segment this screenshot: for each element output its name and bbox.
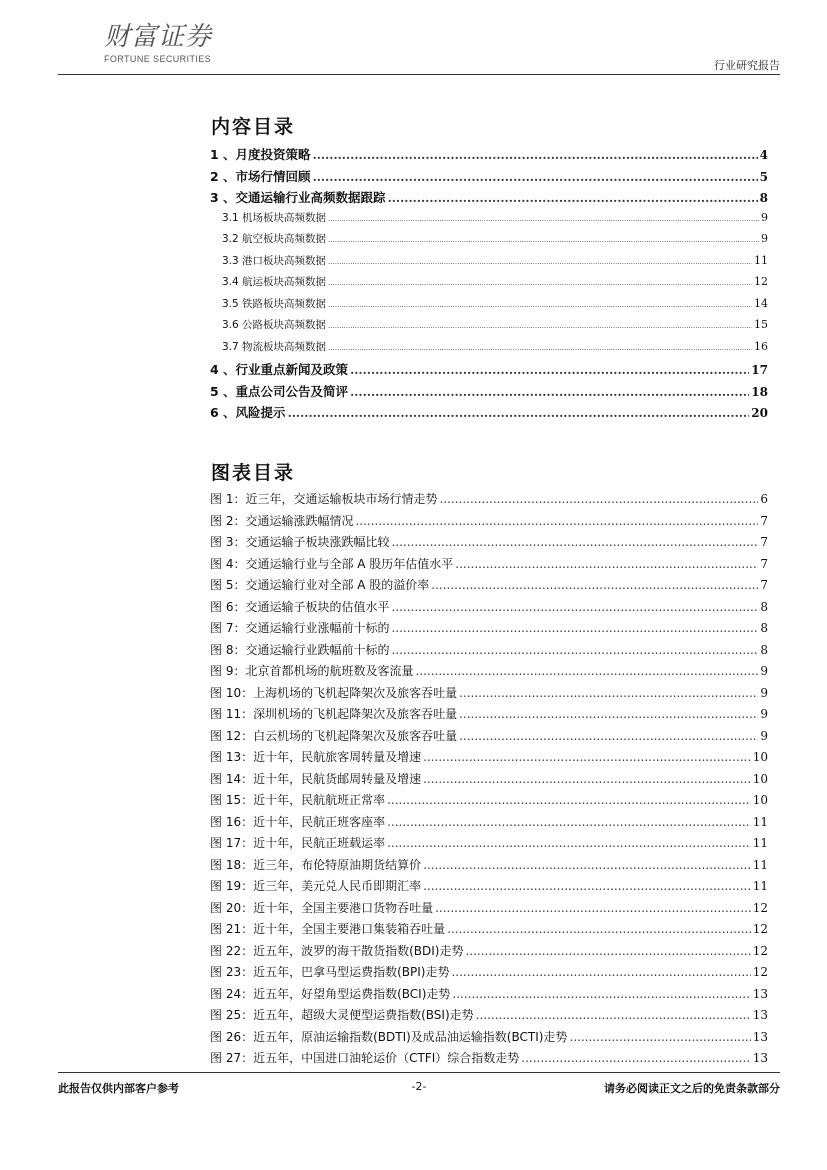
figure-entry-page: 13 xyxy=(752,1008,768,1022)
toc-entry[interactable] xyxy=(210,403,768,425)
dot-leader xyxy=(435,901,751,915)
figure-entry-page: 10 xyxy=(752,771,768,786)
figure-entry-label: 图 17：近十年，民航正班载运率 xyxy=(210,836,386,850)
figure-entry-label: 图 16：近十年，民航正班客座率 xyxy=(210,814,386,829)
dot-leader xyxy=(459,729,758,743)
dot-leader xyxy=(455,557,758,571)
toc-entry[interactable] xyxy=(210,296,768,318)
figure-entry-label: 图 3：交通运输子板块涨跌幅比较 xyxy=(210,535,390,549)
figure-entry-label: 图 12：白云机场的飞机起降架次及旅客吞吐量 xyxy=(210,728,458,743)
figure-entry[interactable] xyxy=(210,963,768,985)
figure-entry-label: 图 14：近十年，民航货邮周转量及增速 xyxy=(210,771,422,786)
toc-entry[interactable] xyxy=(210,382,768,404)
figure-entry[interactable] xyxy=(210,619,768,641)
figure-entry-page: 11 xyxy=(752,814,768,829)
toc-entry-page: 9 xyxy=(761,232,768,245)
toc-entry[interactable] xyxy=(210,167,768,189)
dot-leader xyxy=(328,322,752,330)
toc-entry[interactable] xyxy=(210,231,768,253)
figure-entry[interactable] xyxy=(210,1028,768,1050)
figure-entry[interactable] xyxy=(210,662,768,684)
figure-entry-page: 13 xyxy=(752,986,768,1001)
figure-entry[interactable] xyxy=(210,770,768,792)
dot-leader xyxy=(328,215,759,223)
logo-english-name: FORTUNE SECURITIES xyxy=(104,54,212,64)
figure-entry-label: 图 25：近五年，超级大灵便型运费指数(BSI)走势 xyxy=(210,1008,474,1022)
figure-entry-page: 7 xyxy=(760,535,768,549)
dot-leader xyxy=(350,385,749,399)
figure-entry-label: 图 9：北京首都机场的航班数及客流量 xyxy=(210,664,414,678)
dot-leader xyxy=(387,836,751,850)
toc-entry[interactable] xyxy=(210,188,768,210)
figure-entry-page: 11 xyxy=(752,836,768,850)
dot-leader xyxy=(391,600,758,614)
figure-entry-label: 图 21：近十年，全国主要港口集装箱吞吐量 xyxy=(210,922,446,936)
dot-leader xyxy=(452,987,750,1001)
toc-entry-label: 3.3 港口板块高频数据 xyxy=(222,254,327,267)
dot-leader xyxy=(423,772,751,786)
toc-entry-page: 5 xyxy=(759,169,768,184)
figures-title: 图表目录 xyxy=(211,462,296,484)
toc-entry-label: 3.6 公路板块高频数据 xyxy=(222,319,327,331)
figure-entry-page: 9 xyxy=(760,728,768,743)
figure-entry-page: 9 xyxy=(760,685,768,700)
toc-entry-page: 15 xyxy=(754,318,768,331)
toc-entry[interactable] xyxy=(210,253,768,275)
figure-entry-page: 9 xyxy=(760,707,768,721)
dot-leader xyxy=(569,1030,750,1044)
figure-entry-label: 图 4：交通运输行业与全部 A 股历年估值水平 xyxy=(210,556,454,571)
figure-entry[interactable] xyxy=(210,533,768,555)
figure-entry[interactable] xyxy=(210,576,768,598)
figure-entry-label: 图 10：上海机场的飞机起降架次及旅客吞吐量 xyxy=(210,685,458,700)
figure-entry-label: 图 2：交通运输涨跌幅情况 xyxy=(210,513,354,528)
figure-entry-label: 图 1：近三年，交通运输板块市场行情走势 xyxy=(210,492,438,506)
figure-entry-label: 图 7：交通运输行业涨幅前十标的 xyxy=(210,621,390,635)
dot-leader xyxy=(451,965,750,979)
figure-entry-page: 11 xyxy=(752,879,768,893)
toc-entry-page: 11 xyxy=(754,253,768,267)
figure-entry-label: 图 6：交通运输子板块的估值水平 xyxy=(210,599,390,614)
figure-entry[interactable] xyxy=(210,813,768,835)
figure-entry[interactable] xyxy=(210,920,768,942)
toc-entry-label: 2 、市场行情回顾 xyxy=(210,168,311,184)
toc-entry-label: 3.2 航空板块高频数据 xyxy=(222,233,327,245)
toc-entry-label: 6 、风险提示 xyxy=(210,405,286,420)
figure-entry[interactable] xyxy=(210,942,768,964)
figure-entry-page: 7 xyxy=(760,578,768,592)
dot-leader xyxy=(387,793,751,807)
dot-leader xyxy=(423,879,751,893)
header-divider xyxy=(58,74,780,75)
figure-entry[interactable] xyxy=(210,834,768,856)
dot-leader xyxy=(459,707,758,721)
figure-entry-page: 12 xyxy=(752,965,768,979)
toc-entry-page: 20 xyxy=(751,406,768,420)
toc-entry[interactable] xyxy=(210,145,768,167)
figure-entry-page: 9 xyxy=(760,664,768,678)
dot-leader xyxy=(439,492,758,506)
dot-leader xyxy=(328,279,752,287)
page-footer xyxy=(58,1080,780,1096)
figure-entry[interactable] xyxy=(210,856,768,878)
dot-leader xyxy=(313,148,758,162)
toc-entry-label: 3 、交通运输行业高频数据跟踪 xyxy=(210,190,386,205)
figure-entry-label: 图 11：深圳机场的飞机起降架次及旅客吞吐量 xyxy=(210,707,458,721)
toc-entry-label: 3.4 航运板块高频数据 xyxy=(222,276,327,288)
figure-entry[interactable] xyxy=(210,877,768,899)
dot-leader xyxy=(328,344,752,352)
figure-entry[interactable] xyxy=(210,727,768,749)
figure-entry-page: 11 xyxy=(752,857,768,872)
dot-leader xyxy=(447,922,751,936)
toc-entry[interactable] xyxy=(210,339,768,361)
figure-entry-page: 7 xyxy=(760,513,768,528)
footer-disclaimer-left: 此报告仅供内部客户参考 xyxy=(58,1082,179,1095)
figure-entry-page: 10 xyxy=(752,793,768,807)
figure-entry-label: 图 20：近十年，全国主要港口货物吞吐量 xyxy=(210,900,434,915)
report-type-label: 行业研究报告 xyxy=(714,59,780,72)
toc-entry-label: 1 、月度投资策略 xyxy=(210,147,311,162)
toc-entry-label: 5 、重点公司公告及简评 xyxy=(210,383,349,399)
toc-entry[interactable] xyxy=(210,210,768,232)
dot-leader xyxy=(521,1051,750,1065)
toc-entry-label: 3.1 机场板块高频数据 xyxy=(222,211,327,224)
figure-entry[interactable] xyxy=(210,985,768,1007)
figure-entry-page: 8 xyxy=(760,642,768,657)
figure-entry-label: 图 26：近五年，原油运输指数(BDTI)及成品油运输指数(BCTI)走势 xyxy=(210,1029,568,1044)
footer-disclaimer-right: 请务必阅读正文之后的免责条款部分 xyxy=(604,1082,780,1095)
dot-leader xyxy=(476,1008,751,1022)
toc-entry[interactable] xyxy=(210,317,768,339)
page-number: -2- xyxy=(411,1080,427,1093)
dot-leader xyxy=(350,363,749,377)
figure-entry-page: 13 xyxy=(752,1029,768,1044)
figure-entry-label: 图 8：交通运输行业跌幅前十标的 xyxy=(210,642,390,657)
dot-leader xyxy=(423,858,751,872)
figure-entry[interactable] xyxy=(210,1006,768,1028)
dot-leader xyxy=(391,621,758,635)
figure-entry-label: 图 5：交通运输行业对全部 A 股的溢价率 xyxy=(210,578,430,592)
figure-entry-label: 图 18：近三年，布伦特原油期货结算价 xyxy=(210,857,422,872)
figure-entry[interactable] xyxy=(210,641,768,663)
dot-leader xyxy=(459,686,758,700)
figure-entry-label: 图 27：近五年，中国进口油轮运价（CTFI）综合指数走势 xyxy=(210,1051,520,1065)
figure-entry[interactable] xyxy=(210,1049,768,1071)
toc-entry-page: 18 xyxy=(751,384,768,399)
figure-entry-page: 10 xyxy=(752,750,768,764)
figure-entry[interactable] xyxy=(210,684,768,706)
figures-list xyxy=(210,490,768,1071)
figure-entry-label: 图 13：近十年，民航旅客周转量及增速 xyxy=(210,750,422,764)
toc-entry-page: 14 xyxy=(754,296,768,310)
figure-entry-page: 12 xyxy=(752,922,768,936)
dot-leader xyxy=(415,664,758,678)
dot-leader xyxy=(387,815,751,829)
figure-entry-page: 13 xyxy=(752,1051,768,1065)
toc-title: 内容目录 xyxy=(211,116,296,138)
toc-entry-page: 4 xyxy=(759,148,768,162)
toc-entry-label: 4 、行业重点新闻及政策 xyxy=(210,362,349,377)
toc-entry-label: 3.7 物流板块高频数据 xyxy=(222,340,327,353)
toc-list xyxy=(210,145,768,425)
dot-leader xyxy=(391,643,758,657)
figure-entry-page: 8 xyxy=(760,621,768,635)
logo-chinese-name: 财富证券 xyxy=(104,22,213,52)
dot-leader xyxy=(328,236,759,244)
dot-leader xyxy=(391,535,758,549)
toc-entry-page: 12 xyxy=(754,275,768,288)
figure-entry-page: 7 xyxy=(760,556,768,571)
dot-leader xyxy=(465,944,750,958)
toc-entry-page: 17 xyxy=(751,363,768,377)
toc-entry-page: 16 xyxy=(754,339,768,353)
figure-entry[interactable] xyxy=(210,598,768,620)
toc-entry-label: 3.5 铁路板块高频数据 xyxy=(222,297,327,310)
toc-entry[interactable] xyxy=(210,360,768,382)
figure-entry[interactable] xyxy=(210,791,768,813)
dot-leader xyxy=(423,750,751,764)
dot-leader xyxy=(388,191,758,205)
figure-entry-page: 12 xyxy=(752,900,768,915)
toc-entry-page: 9 xyxy=(761,210,768,224)
figure-entry-label: 图 24：近五年，好望角型运费指数(BCI)走势 xyxy=(210,986,451,1001)
dot-leader xyxy=(355,514,758,528)
figure-entry[interactable] xyxy=(210,555,768,577)
dot-leader xyxy=(313,170,758,184)
company-logo xyxy=(104,22,244,64)
figure-entry-page: 12 xyxy=(752,943,768,958)
figure-entry-page: 8 xyxy=(760,599,768,614)
figure-entry-label: 图 23：近五年，巴拿马型运费指数(BPI)走势 xyxy=(210,965,450,979)
dot-leader xyxy=(328,258,752,266)
figure-entry[interactable] xyxy=(210,748,768,770)
figure-entry[interactable] xyxy=(210,490,768,512)
figure-entry-page: 6 xyxy=(760,492,768,506)
figure-entry[interactable] xyxy=(210,512,768,534)
footer-divider xyxy=(58,1072,780,1073)
figure-entry[interactable] xyxy=(210,705,768,727)
toc-entry-page: 8 xyxy=(759,191,768,205)
figure-entry[interactable] xyxy=(210,899,768,921)
dot-leader xyxy=(328,301,752,309)
dot-leader xyxy=(288,406,750,420)
figure-entry-label: 图 19：近三年，美元兑人民币即期汇率 xyxy=(210,879,422,893)
toc-entry[interactable] xyxy=(210,274,768,296)
dot-leader xyxy=(431,578,758,592)
figure-entry-label: 图 22：近五年，波罗的海干散货指数(BDI)走势 xyxy=(210,943,464,958)
figure-entry-label: 图 15：近十年，民航航班正常率 xyxy=(210,793,386,807)
